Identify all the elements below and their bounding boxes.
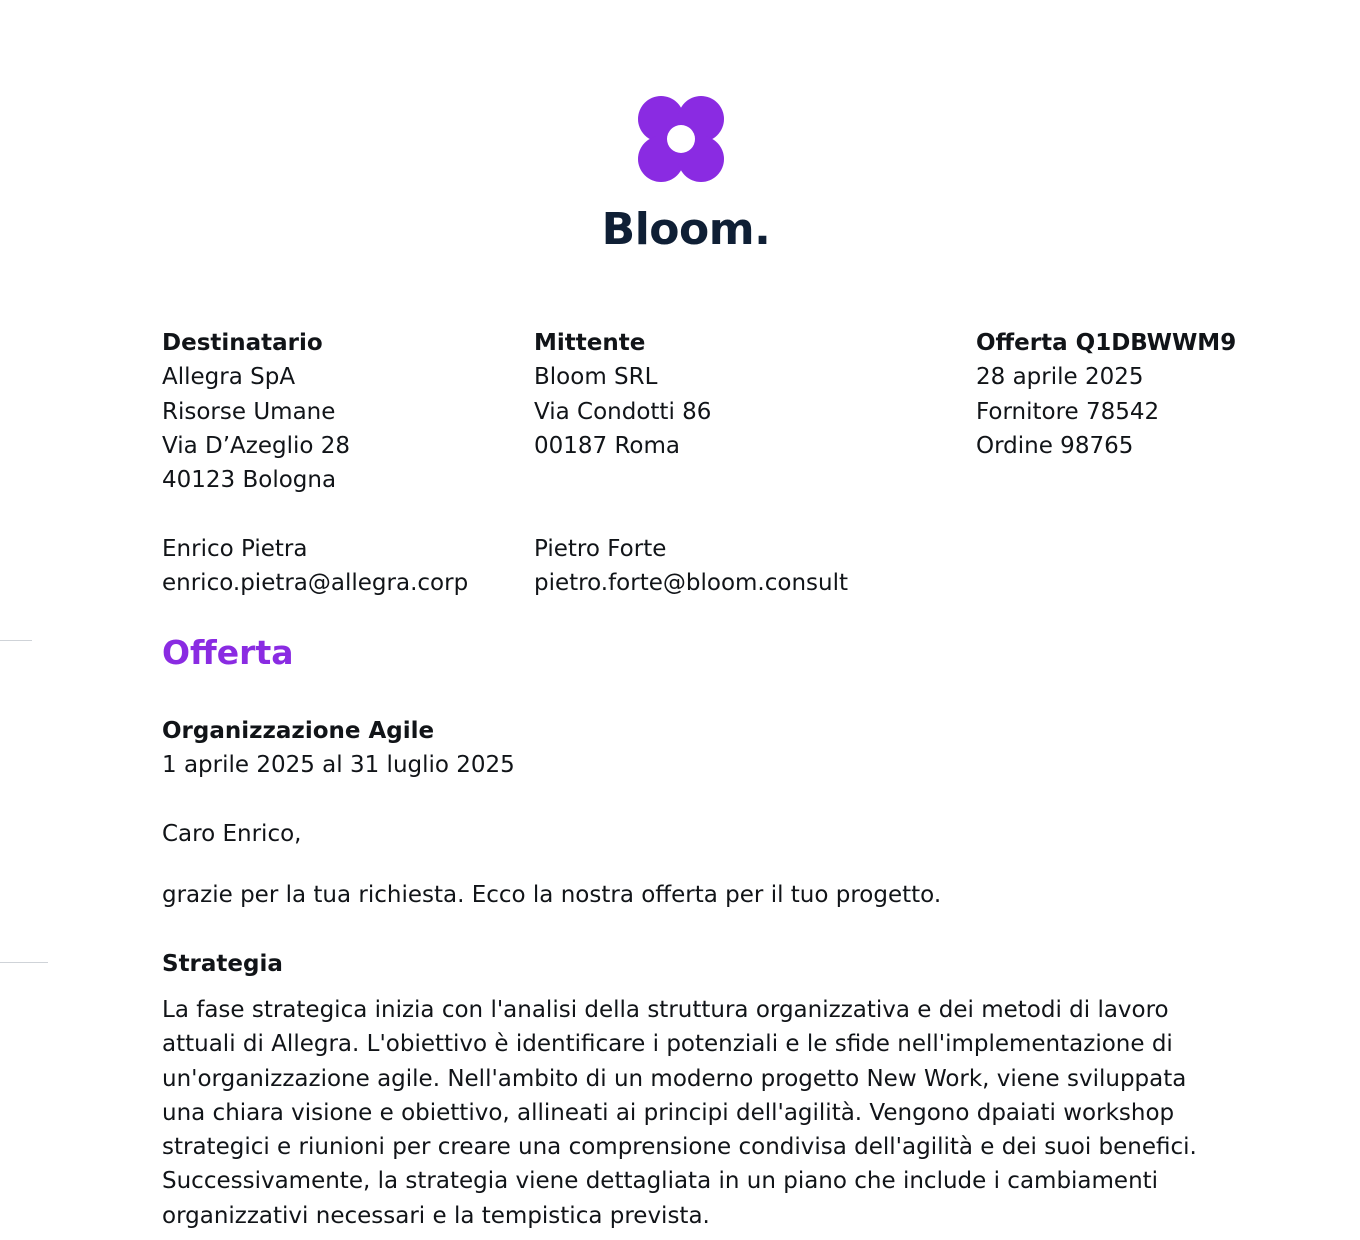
strategy-line: Successivamente, la strategia viene dettagliata in un piano che include i cambiamenti	[162, 1168, 1159, 1195]
sender-heading: Mittente	[534, 330, 646, 356]
sender-company: Bloom SRL	[534, 364, 658, 391]
project-period: 1 aprile 2025 al 31 luglio 2025	[162, 752, 515, 779]
supplier-number: Fornitore 78542	[976, 398, 1160, 425]
recipient-street: Via D’Azeglio 28	[162, 432, 351, 459]
intro-paragraph: grazie per la tua richiesta. Ecco la nostra offerta per il tuo progetto.	[162, 882, 942, 908]
offer-section-title: Offerta	[162, 633, 294, 672]
recipient-contact-name: Enrico Pietra	[162, 535, 308, 562]
sender-block	[534, 326, 848, 600]
project-name: Organizzazione Agile	[162, 718, 435, 744]
strategy-paragraph	[162, 993, 1242, 1233]
recipient-city: 40123 Bologna	[162, 467, 337, 494]
logo	[0, 94, 1360, 184]
order-number: Ordine 98765	[976, 432, 1134, 459]
recipient-contact-email[interactable]: enrico.pietra@allegra.corp	[162, 570, 469, 597]
strategy-line: un'organizzazione agile. Nell'ambito di un moderno progetto New Work, viene sviluppata	[162, 1065, 1187, 1092]
spacer	[534, 497, 848, 531]
fold-mark-bottom	[0, 962, 48, 963]
recipient-department: Risorse Umane	[162, 398, 336, 425]
recipient-company: Allegra SpA	[162, 364, 296, 391]
offer-number: Offerta Q1DBWWM9	[976, 330, 1237, 356]
strategy-heading: Strategia	[162, 951, 283, 977]
sender-city: 00187 Roma	[534, 432, 680, 459]
fold-mark-top	[0, 640, 32, 641]
offer-info-block	[976, 326, 1236, 463]
sender-contact-email[interactable]: pietro.forte@bloom.consult	[534, 570, 848, 597]
brand-name: Bloom.	[601, 204, 771, 255]
greeting: Caro Enrico,	[162, 821, 302, 847]
strategy-line: La fase strategica inizia con l'analisi della struttura organizzativa e dei metodi di lavoro	[162, 997, 1169, 1023]
project-block	[162, 714, 515, 783]
flower-icon	[636, 94, 726, 184]
recipient-block	[162, 326, 468, 600]
recipient-heading: Destinatario	[162, 330, 323, 356]
sender-street: Via Condotti 86	[534, 398, 712, 425]
spacer	[534, 463, 848, 497]
strategy-line: strategici e riunioni per creare una comprensione condivisa dell'agilità e dei suoi benefici.	[162, 1134, 1197, 1161]
sender-contact-name: Pietro Forte	[534, 535, 667, 562]
strategy-line: organizzativi necessari e la tempistica prevista.	[162, 1202, 710, 1229]
strategy-line: una chiara visione e obiettivo, allineati ai principi dell'agilità. Vengono dpaiati workshop	[162, 1099, 1175, 1126]
offer-date: 28 aprile 2025	[976, 364, 1144, 391]
strategy-line: attuali di Allegra. L'obiettivo è identificare i potenziali e le sfide nell'implementazione di	[162, 1031, 1173, 1058]
spacer	[162, 497, 468, 531]
